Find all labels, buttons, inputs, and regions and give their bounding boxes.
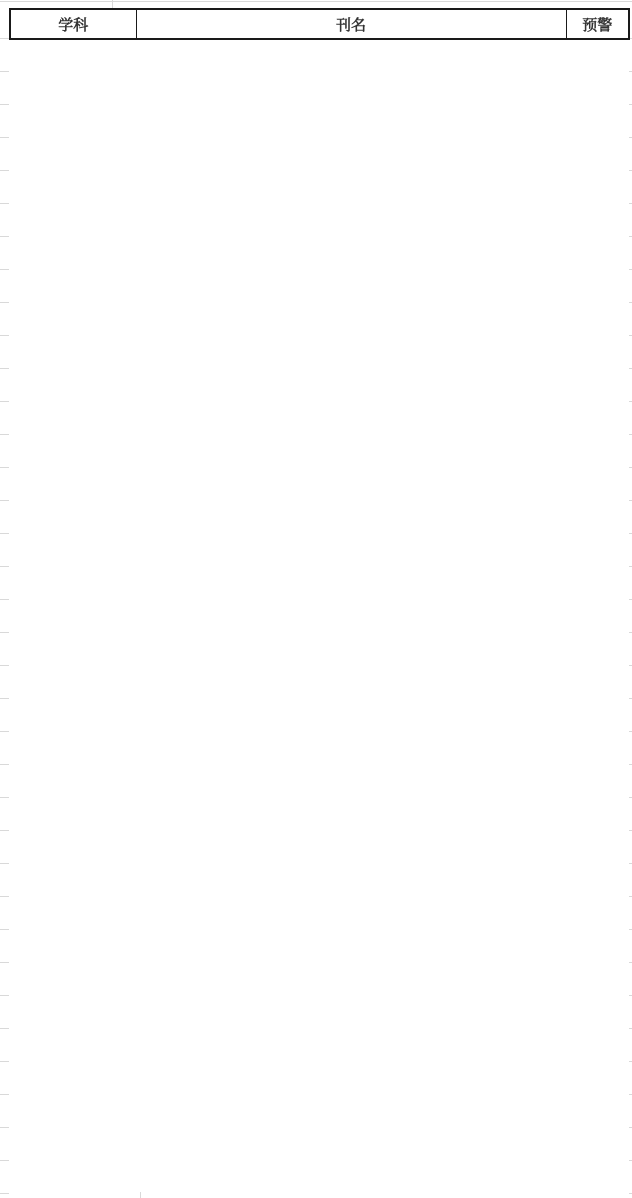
- spreadsheet-gridline: [0, 236, 9, 237]
- spreadsheet-gridline: [0, 599, 9, 600]
- spreadsheet-gridline: [0, 1061, 9, 1062]
- spreadsheet-gridline: [0, 467, 9, 468]
- spreadsheet-gridline: [0, 269, 9, 270]
- subject-column-header: 学科: [10, 9, 136, 39]
- spreadsheet-gridline: [0, 104, 9, 105]
- spreadsheet-gridline: [0, 896, 9, 897]
- spreadsheet-gridline: [0, 1127, 9, 1128]
- spreadsheet-gridline: [0, 1094, 9, 1095]
- spreadsheet-gridline: [0, 38, 9, 39]
- spreadsheet-gridline: [0, 731, 9, 732]
- spreadsheet-gridline: [0, 302, 9, 303]
- spreadsheet-gridline: [0, 137, 9, 138]
- spreadsheet-gridline: [0, 533, 9, 534]
- spreadsheet-gridline: [0, 632, 9, 633]
- spreadsheet-gridline: [0, 335, 9, 336]
- journal-warning-table: [9, 8, 630, 40]
- spreadsheet-gridline: [0, 170, 9, 171]
- header-row: [10, 9, 629, 39]
- spreadsheet-gridline: [0, 665, 9, 666]
- spreadsheet-gridline: [0, 566, 9, 567]
- spreadsheet-gridline: [0, 203, 9, 204]
- spreadsheet-gridline: [0, 962, 9, 963]
- spreadsheet-gridline: [0, 995, 9, 996]
- spreadsheet-gridline: [0, 1, 632, 2]
- spreadsheet-gridline: [0, 500, 9, 501]
- warning-column-header: 预警: [566, 9, 629, 39]
- spreadsheet-gridline: [140, 1192, 141, 1198]
- spreadsheet-gridline: [0, 1193, 9, 1194]
- spreadsheet-gridline: [0, 830, 9, 831]
- spreadsheet-gridline: [0, 368, 9, 369]
- journal-column-header: 刊名: [136, 9, 566, 39]
- spreadsheet-gridline: [0, 1160, 9, 1161]
- spreadsheet-gridline: [112, 0, 113, 8]
- spreadsheet-gridline: [0, 1028, 9, 1029]
- spreadsheet-gridline: [0, 863, 9, 864]
- spreadsheet-gridline: [0, 764, 9, 765]
- spreadsheet-gridline: [0, 401, 9, 402]
- spreadsheet-gridline: [0, 434, 9, 435]
- spreadsheet-gridline: [0, 698, 9, 699]
- spreadsheet-gridline: [0, 929, 9, 930]
- spreadsheet-gridline: [0, 797, 9, 798]
- spreadsheet-gridline: [0, 71, 9, 72]
